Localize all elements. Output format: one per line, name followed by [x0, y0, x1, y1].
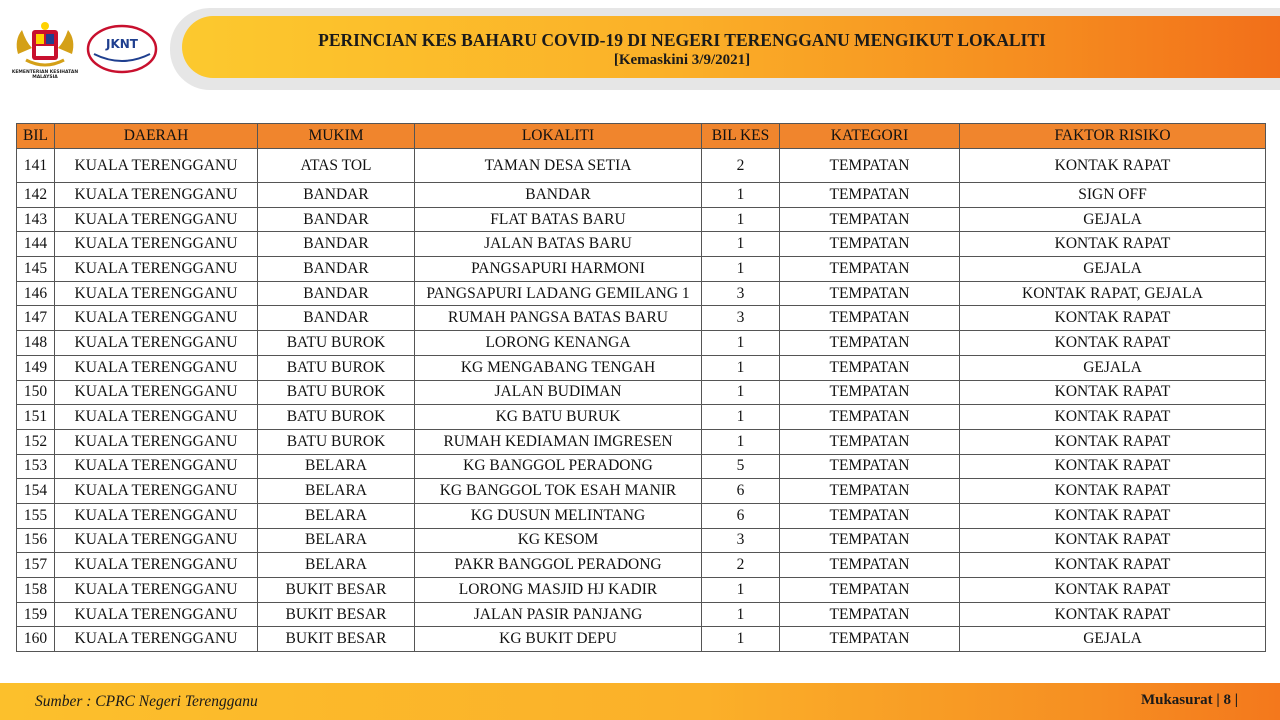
cell-lokaliti: PANGSAPURI LADANG GEMILANG 1 — [415, 281, 702, 306]
cell-mukim: BATU BUROK — [258, 429, 415, 454]
cell-mukim: BANDAR — [258, 207, 415, 232]
cell-bil: 146 — [17, 281, 55, 306]
cell-daerah: KUALA TERENGGANU — [55, 429, 258, 454]
cell-bil-kes: 1 — [702, 578, 780, 603]
cell-faktor-risiko: GEJALA — [960, 257, 1266, 282]
table-row — [17, 306, 1266, 331]
cell-daerah: KUALA TERENGGANU — [55, 232, 258, 257]
cell-bil-kes: 1 — [702, 331, 780, 356]
jknt-logo-text: JKNT — [106, 37, 138, 51]
table-header-row — [17, 124, 1266, 149]
cell-faktor-risiko: KONTAK RAPAT — [960, 380, 1266, 405]
cell-kategori: TEMPATAN — [780, 602, 960, 627]
cell-lokaliti: KG BANGGOL PERADONG — [415, 454, 702, 479]
cell-kategori: TEMPATAN — [780, 627, 960, 652]
cell-faktor-risiko: KONTAK RAPAT — [960, 429, 1266, 454]
cell-lokaliti: FLAT BATAS BARU — [415, 207, 702, 232]
cell-bil: 148 — [17, 331, 55, 356]
cell-mukim: BATU BUROK — [258, 331, 415, 356]
cell-mukim: BANDAR — [258, 183, 415, 208]
cell-bil: 152 — [17, 429, 55, 454]
cell-faktor-risiko: SIGN OFF — [960, 183, 1266, 208]
cell-mukim: BELARA — [258, 479, 415, 504]
cell-mukim: BUKIT BESAR — [258, 578, 415, 603]
cell-kategori: TEMPATAN — [780, 380, 960, 405]
cell-mukim: BUKIT BESAR — [258, 627, 415, 652]
cell-kategori: TEMPATAN — [780, 281, 960, 306]
cell-bil-kes: 1 — [702, 207, 780, 232]
col-header-faktor-risiko: FAKTOR RISIKO — [960, 124, 1266, 149]
cell-mukim: BELARA — [258, 553, 415, 578]
cell-faktor-risiko: GEJALA — [960, 627, 1266, 652]
cell-daerah: KUALA TERENGGANU — [55, 207, 258, 232]
cell-lokaliti: PANGSAPURI HARMONI — [415, 257, 702, 282]
cell-faktor-risiko: KONTAK RAPAT — [960, 553, 1266, 578]
cell-daerah: KUALA TERENGGANU — [55, 528, 258, 553]
table-body — [17, 149, 1266, 652]
page-title: PERINCIAN KES BAHARU COVID-19 DI NEGERI TERENGGANU MENGIKUT LOKALITI — [318, 30, 1046, 50]
cell-faktor-risiko: KONTAK RAPAT — [960, 528, 1266, 553]
cell-mukim: BELARA — [258, 503, 415, 528]
cell-bil: 155 — [17, 503, 55, 528]
cell-lokaliti: KG KESOM — [415, 528, 702, 553]
cell-daerah: KUALA TERENGGANU — [55, 149, 258, 183]
cell-faktor-risiko: KONTAK RAPAT — [960, 405, 1266, 430]
cell-kategori: TEMPATAN — [780, 257, 960, 282]
cell-kategori: TEMPATAN — [780, 503, 960, 528]
cell-bil: 141 — [17, 149, 55, 183]
cell-daerah: KUALA TERENGGANU — [55, 627, 258, 652]
cell-kategori: TEMPATAN — [780, 183, 960, 208]
cell-bil: 145 — [17, 257, 55, 282]
table-row — [17, 355, 1266, 380]
col-header-daerah: DAERAH — [55, 124, 258, 149]
table-row — [17, 429, 1266, 454]
cell-bil-kes: 2 — [702, 149, 780, 183]
cell-daerah: KUALA TERENGGANU — [55, 479, 258, 504]
cell-bil-kes: 3 — [702, 306, 780, 331]
cell-faktor-risiko: GEJALA — [960, 355, 1266, 380]
cell-lokaliti: JALAN BUDIMAN — [415, 380, 702, 405]
cell-kategori: TEMPATAN — [780, 331, 960, 356]
cell-daerah: KUALA TERENGGANU — [55, 578, 258, 603]
col-header-bil-kes: BIL KES — [702, 124, 780, 149]
col-header-kategori: KATEGORI — [780, 124, 960, 149]
cell-bil-kes: 1 — [702, 355, 780, 380]
cell-bil: 157 — [17, 553, 55, 578]
cell-mukim: BELARA — [258, 454, 415, 479]
covid-cases-table — [16, 123, 1266, 652]
cell-kategori: TEMPATAN — [780, 207, 960, 232]
cell-kategori: TEMPATAN — [780, 355, 960, 380]
cell-mukim: BELARA — [258, 528, 415, 553]
cell-faktor-risiko: KONTAK RAPAT — [960, 503, 1266, 528]
cell-bil: 153 — [17, 454, 55, 479]
col-header-bil: BIL — [17, 124, 55, 149]
cell-lokaliti: KG BATU BURUK — [415, 405, 702, 430]
cell-bil-kes: 1 — [702, 232, 780, 257]
table-row — [17, 331, 1266, 356]
cell-lokaliti: RUMAH KEDIAMAN IMGRESEN — [415, 429, 702, 454]
cell-lokaliti: KG BUKIT DEPU — [415, 627, 702, 652]
cell-bil: 154 — [17, 479, 55, 504]
cell-daerah: KUALA TERENGGANU — [55, 503, 258, 528]
table-row — [17, 257, 1266, 282]
table-row — [17, 454, 1266, 479]
cell-bil: 150 — [17, 380, 55, 405]
cell-bil: 142 — [17, 183, 55, 208]
cell-lokaliti: TAMAN DESA SETIA — [415, 149, 702, 183]
cell-lokaliti: JALAN PASIR PANJANG — [415, 602, 702, 627]
table-row — [17, 479, 1266, 504]
cell-faktor-risiko: KONTAK RAPAT — [960, 479, 1266, 504]
cell-bil-kes: 3 — [702, 281, 780, 306]
cell-faktor-risiko: KONTAK RAPAT — [960, 578, 1266, 603]
cell-faktor-risiko: KONTAK RAPAT — [960, 149, 1266, 183]
cell-bil-kes: 6 — [702, 479, 780, 504]
cell-bil-kes: 1 — [702, 257, 780, 282]
cell-bil-kes: 5 — [702, 454, 780, 479]
page-subtitle: [Kemaskini 3/9/2021] — [613, 52, 751, 68]
cell-lokaliti: RUMAH PANGSA BATAS BARU — [415, 306, 702, 331]
cell-daerah: KUALA TERENGGANU — [55, 257, 258, 282]
table-row — [17, 405, 1266, 430]
cell-lokaliti: PAKR BANGGOL PERADONG — [415, 553, 702, 578]
col-header-lokaliti: LOKALITI — [415, 124, 702, 149]
cell-faktor-risiko: GEJALA — [960, 207, 1266, 232]
cell-lokaliti: KG DUSUN MELINTANG — [415, 503, 702, 528]
table-row — [17, 149, 1266, 183]
cell-bil-kes: 1 — [702, 602, 780, 627]
cell-bil: 147 — [17, 306, 55, 331]
cell-faktor-risiko: KONTAK RAPAT — [960, 331, 1266, 356]
cell-kategori: TEMPATAN — [780, 479, 960, 504]
cell-daerah: KUALA TERENGGANU — [55, 454, 258, 479]
table-row — [17, 183, 1266, 208]
cell-mukim: BATU BUROK — [258, 355, 415, 380]
table-row — [17, 232, 1266, 257]
cell-bil-kes: 1 — [702, 405, 780, 430]
cell-bil-kes: 1 — [702, 183, 780, 208]
cell-faktor-risiko: KONTAK RAPAT — [960, 454, 1266, 479]
cell-bil-kes: 1 — [702, 627, 780, 652]
cell-mukim: BUKIT BESAR — [258, 602, 415, 627]
cell-lokaliti: BANDAR — [415, 183, 702, 208]
cell-mukim: BANDAR — [258, 232, 415, 257]
footer-source: Sumber : CPRC Negeri Terengganu — [35, 693, 258, 710]
cell-bil: 143 — [17, 207, 55, 232]
table-row — [17, 281, 1266, 306]
cell-kategori: TEMPATAN — [780, 528, 960, 553]
cell-lokaliti: LORONG MASJID HJ KADIR — [415, 578, 702, 603]
cell-mukim: BANDAR — [258, 306, 415, 331]
cell-kategori: TEMPATAN — [780, 578, 960, 603]
cell-daerah: KUALA TERENGGANU — [55, 355, 258, 380]
cell-lokaliti: LORONG KENANGA — [415, 331, 702, 356]
table-row — [17, 380, 1266, 405]
cell-daerah: KUALA TERENGGANU — [55, 331, 258, 356]
cell-kategori: TEMPATAN — [780, 429, 960, 454]
cell-bil-kes: 1 — [702, 380, 780, 405]
cell-bil-kes: 6 — [702, 503, 780, 528]
cell-bil-kes: 2 — [702, 553, 780, 578]
cell-bil: 151 — [17, 405, 55, 430]
cell-bil: 144 — [17, 232, 55, 257]
cell-mukim: BANDAR — [258, 281, 415, 306]
cell-faktor-risiko: KONTAK RAPAT, GEJALA — [960, 281, 1266, 306]
cell-bil-kes: 1 — [702, 429, 780, 454]
table-row — [17, 553, 1266, 578]
cell-mukim: BATU BUROK — [258, 380, 415, 405]
cell-bil: 159 — [17, 602, 55, 627]
cell-faktor-risiko: KONTAK RAPAT — [960, 232, 1266, 257]
ministry-logo-text: KEMENTERIAN KESIHATAN MALAYSIA — [11, 70, 79, 80]
cell-bil: 160 — [17, 627, 55, 652]
cell-mukim: ATAS TOL — [258, 149, 415, 183]
cell-kategori: TEMPATAN — [780, 454, 960, 479]
cell-bil-kes: 3 — [702, 528, 780, 553]
col-header-mukim: MUKIM — [258, 124, 415, 149]
cell-kategori: TEMPATAN — [780, 553, 960, 578]
cell-lokaliti: JALAN BATAS BARU — [415, 232, 702, 257]
cell-bil: 149 — [17, 355, 55, 380]
table-row — [17, 602, 1266, 627]
cell-faktor-risiko: KONTAK RAPAT — [960, 602, 1266, 627]
cell-kategori: TEMPATAN — [780, 232, 960, 257]
cell-daerah: KUALA TERENGGANU — [55, 405, 258, 430]
table-row — [17, 578, 1266, 603]
cell-faktor-risiko: KONTAK RAPAT — [960, 306, 1266, 331]
jknt-logo — [86, 24, 158, 74]
cell-mukim: BANDAR — [258, 257, 415, 282]
cell-kategori: TEMPATAN — [780, 306, 960, 331]
page-number: Mukasurat | 8 | — [1140, 692, 1238, 708]
cell-lokaliti: KG MENGABANG TENGAH — [415, 355, 702, 380]
cell-daerah: KUALA TERENGGANU — [55, 602, 258, 627]
cell-kategori: TEMPATAN — [780, 405, 960, 430]
cell-bil: 158 — [17, 578, 55, 603]
cell-daerah: KUALA TERENGGANU — [55, 380, 258, 405]
table-row — [17, 528, 1266, 553]
cell-daerah: KUALA TERENGGANU — [55, 306, 258, 331]
cell-daerah: KUALA TERENGGANU — [55, 281, 258, 306]
table-row — [17, 207, 1266, 232]
cell-kategori: TEMPATAN — [780, 149, 960, 183]
cell-daerah: KUALA TERENGGANU — [55, 553, 258, 578]
cell-lokaliti: KG BANGGOL TOK ESAH MANIR — [415, 479, 702, 504]
cell-daerah: KUALA TERENGGANU — [55, 183, 258, 208]
cell-bil: 156 — [17, 528, 55, 553]
cell-mukim: BATU BUROK — [258, 405, 415, 430]
table-row — [17, 627, 1266, 652]
table-row — [17, 503, 1266, 528]
